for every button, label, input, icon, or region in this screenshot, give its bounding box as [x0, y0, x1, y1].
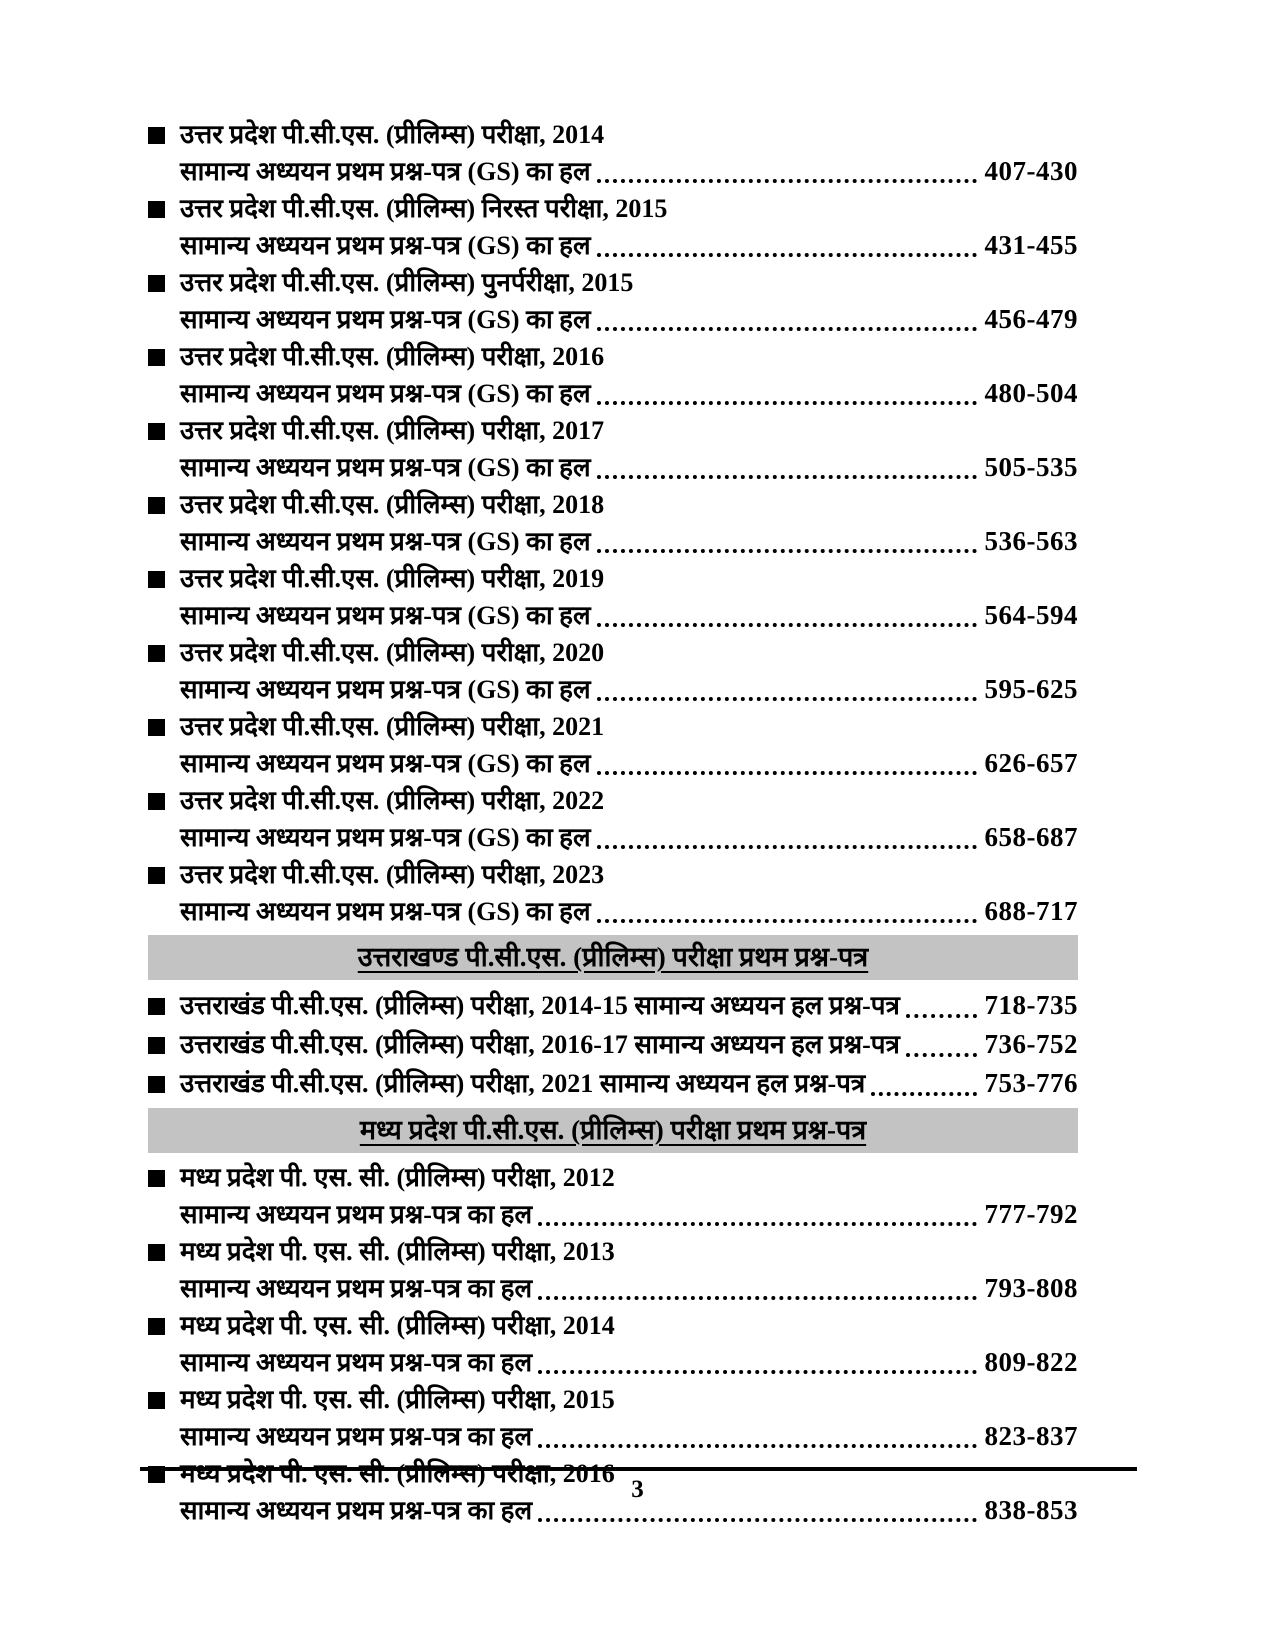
toc-entry-title-line [148, 190, 1078, 227]
toc-entry-subtitle: सामान्य अध्ययन प्रथम प्रश्न-पत्र का हल [180, 1496, 533, 1525]
toc-entry-title: उत्तराखंड पी.सी.एस. (प्रीलिम्स) परीक्षा, 2016-17 सामान्य अध्ययन हल प्रश्न-पत्र [180, 1030, 900, 1059]
toc-entry [148, 1381, 1078, 1455]
toc-entry-subtitle-line [148, 301, 1078, 338]
toc-entry-subtitle-line [148, 1196, 1078, 1233]
toc-entry-title: उत्तर प्रदेश पी.सी.एस. (प्रीलिम्स) परीक्षा, 2014 [180, 120, 605, 149]
toc-entry-title-line [148, 1025, 1078, 1064]
toc-entry-pages: 595-625 [984, 674, 1078, 704]
toc-entry-pages: 753-776 [984, 1068, 1078, 1098]
toc-entry-pages: 718-735 [984, 990, 1078, 1020]
toc-entry [148, 1025, 1078, 1064]
toc-entry [148, 486, 1078, 560]
square-bullet-icon [148, 719, 165, 736]
toc-entry [148, 1064, 1078, 1103]
toc-entry-subtitle: सामान्य अध्ययन प्रथम प्रश्न-पत्र (GS) का हल [180, 897, 591, 926]
toc-entry-subtitle: सामान्य अध्ययन प्रथम प्रश्न-पत्र (GS) का हल [180, 379, 591, 408]
toc-entry-title-line [148, 1233, 1078, 1270]
square-bullet-icon [148, 201, 165, 218]
toc-entry [148, 338, 1078, 412]
toc-entry-subtitle-line [148, 449, 1078, 486]
toc-entry-title: उत्तर प्रदेश पी.सी.एस. (प्रीलिम्स) परीक्षा, 2021 [180, 712, 605, 741]
toc-entry-title: उत्तराखंड पी.सी.एस. (प्रीलिम्स) परीक्षा, 2014-15 सामान्य अध्ययन हल प्रश्न-पत्र [180, 991, 900, 1020]
toc-entry-pages: 777-792 [984, 1199, 1078, 1229]
toc-entry-title-line [148, 264, 1078, 301]
square-bullet-icon [148, 1170, 165, 1187]
toc-entry [148, 1233, 1078, 1307]
toc-entry-title: मध्य प्रदेश पी. एस. सी. (प्रीलिम्स) परीक्षा, 2014 [180, 1311, 615, 1340]
square-bullet-icon [148, 127, 165, 144]
toc-entry-title: मध्य प्रदेश पी. एस. सी. (प्रीलिम्स) परीक्षा, 2012 [180, 1163, 615, 1192]
dot-leader [597, 845, 977, 849]
dot-leader [538, 1444, 976, 1448]
dot-leader [597, 401, 977, 405]
toc-entry [148, 708, 1078, 782]
toc-entry [148, 856, 1078, 930]
dot-leader [597, 327, 977, 331]
toc-entry-title: उत्तर प्रदेश पी.सी.एस. (प्रीलिम्स) परीक्षा, 2020 [180, 638, 605, 667]
square-bullet-icon [148, 349, 165, 366]
dot-leader [871, 1092, 976, 1096]
toc-entry-subtitle-line [148, 375, 1078, 412]
section-header-label: उत्तराखण्ड पी.सी.एस. (प्रीलिम्स) परीक्षा प्रथम प्रश्न-पत्र [357, 942, 869, 972]
square-bullet-icon [148, 497, 165, 514]
table-of-contents [148, 116, 1078, 1529]
toc-entry-title-line [148, 1159, 1078, 1196]
toc-entry-title: उत्तर प्रदेश पी.सी.एस. (प्रीलिम्स) परीक्षा, 2022 [180, 786, 605, 815]
toc-entry-subtitle: सामान्य अध्ययन प्रथम प्रश्न-पत्र का हल [180, 1274, 533, 1303]
toc-entry [148, 560, 1078, 634]
toc-entry-pages: 456-479 [984, 304, 1078, 334]
footer-divider [140, 1467, 1137, 1471]
dot-leader [597, 549, 977, 553]
square-bullet-icon [148, 1392, 165, 1409]
toc-entry-subtitle: सामान्य अध्ययन प्रथम प्रश्न-पत्र (GS) का हल [180, 305, 591, 334]
toc-entry-subtitle-line [148, 819, 1078, 856]
toc-entry-subtitle: सामान्य अध्ययन प्रथम प्रश्न-पत्र (GS) का हल [180, 231, 591, 260]
toc-entry-pages: 564-594 [984, 600, 1078, 630]
toc-entry-title: उत्तर प्रदेश पी.सी.एस. (प्रीलिम्स) परीक्षा, 2016 [180, 342, 605, 371]
dot-leader [597, 475, 977, 479]
toc-entry [148, 116, 1078, 190]
square-bullet-icon [148, 867, 165, 884]
section-header-label: मध्य प्रदेश पी.सी.एस. (प्रीलिम्स) परीक्षा प्रथम प्रश्न-पत्र [359, 1115, 867, 1145]
toc-entry-subtitle-line [148, 153, 1078, 190]
toc-entry-subtitle-line [148, 893, 1078, 930]
toc-entry-title-line [148, 708, 1078, 745]
toc-entry-pages: 688-717 [984, 896, 1078, 926]
toc-entry-title-line [148, 486, 1078, 523]
toc-entry-subtitle: सामान्य अध्ययन प्रथम प्रश्न-पत्र (GS) का हल [180, 601, 591, 630]
square-bullet-icon [148, 423, 165, 440]
dot-leader [538, 1518, 976, 1522]
square-bullet-icon [148, 793, 165, 810]
footer-page-number: 3 [631, 1476, 644, 1503]
toc-entry-subtitle-line [148, 523, 1078, 560]
toc-entry-pages: 736-752 [984, 1029, 1078, 1059]
dot-leader [538, 1296, 976, 1300]
toc-entry-subtitle: सामान्य अध्ययन प्रथम प्रश्न-पत्र (GS) का हल [180, 749, 591, 778]
dot-leader [906, 1014, 977, 1018]
toc-entry-subtitle-line [148, 745, 1078, 782]
toc-entry-title-line [148, 634, 1078, 671]
dot-leader [597, 253, 977, 257]
dot-leader [597, 623, 977, 627]
dot-leader [538, 1222, 976, 1226]
toc-entry-title-line [148, 338, 1078, 375]
toc-entry [148, 634, 1078, 708]
toc-entry-subtitle: सामान्य अध्ययन प्रथम प्रश्न-पत्र (GS) का हल [180, 157, 591, 186]
toc-entry-title-line [148, 856, 1078, 893]
toc-entry-title: मध्य प्रदेश पी. एस. सी. (प्रीलिम्स) परीक्षा, 2015 [180, 1385, 615, 1414]
dot-leader [597, 771, 977, 775]
toc-entry-subtitle: सामान्य अध्ययन प्रथम प्रश्न-पत्र (GS) का हल [180, 823, 591, 852]
section-header [148, 935, 1078, 980]
section-header [148, 1108, 1078, 1153]
square-bullet-icon [148, 1037, 165, 1054]
toc-entry-title: उत्तर प्रदेश पी.सी.एस. (प्रीलिम्स) परीक्षा, 2017 [180, 416, 605, 445]
toc-entry-pages: 480-504 [984, 378, 1078, 408]
toc-entry-title: उत्तर प्रदेश पी.सी.एस. (प्रीलिम्स) परीक्षा, 2023 [180, 860, 605, 889]
toc-entry-pages: 626-657 [984, 748, 1078, 778]
toc-entry-pages: 536-563 [984, 526, 1078, 556]
toc-entry-title-line [148, 116, 1078, 153]
toc-entry-subtitle-line [148, 597, 1078, 634]
toc-entry-title-line [148, 412, 1078, 449]
toc-entry-subtitle-line [148, 671, 1078, 708]
toc-entry-title: मध्य प्रदेश पी. एस. सी. (प्रीलिम्स) परीक्षा, 2016 [180, 1459, 615, 1488]
square-bullet-icon [148, 998, 165, 1015]
toc-entry-pages: 809-822 [984, 1347, 1078, 1377]
toc-entry-pages: 431-455 [984, 230, 1078, 260]
toc-entry-subtitle-line [148, 1418, 1078, 1455]
toc-entry-subtitle: सामान्य अध्ययन प्रथम प्रश्न-पत्र (GS) का हल [180, 453, 591, 482]
square-bullet-icon [148, 275, 165, 292]
toc-entry-title: उत्तराखंड पी.सी.एस. (प्रीलिम्स) परीक्षा, 2021 सामान्य अध्ययन हल प्रश्न-पत्र [180, 1069, 866, 1098]
toc-entry-pages: 793-808 [984, 1273, 1078, 1303]
toc-entry-pages: 407-430 [984, 156, 1078, 186]
toc-entry-subtitle-line [148, 1270, 1078, 1307]
toc-entry-pages: 838-853 [984, 1495, 1078, 1525]
toc-entry-title: उत्तर प्रदेश पी.सी.एस. (प्रीलिम्स) परीक्षा, 2018 [180, 490, 605, 519]
toc-entry [148, 190, 1078, 264]
toc-entry [148, 1159, 1078, 1233]
toc-entry-title: उत्तर प्रदेश पी.सी.एस. (प्रीलिम्स) निरस्त परीक्षा, 2015 [180, 194, 668, 223]
toc-entry-title: उत्तर प्रदेश पी.सी.एस. (प्रीलिम्स) परीक्षा, 2019 [180, 564, 605, 593]
dot-leader [597, 179, 977, 183]
toc-entry-subtitle: सामान्य अध्ययन प्रथम प्रश्न-पत्र (GS) का हल [180, 675, 591, 704]
toc-entry-subtitle: सामान्य अध्ययन प्रथम प्रश्न-पत्र का हल [180, 1422, 533, 1451]
toc-entry [148, 986, 1078, 1025]
square-bullet-icon [148, 1318, 165, 1335]
dot-leader [597, 697, 977, 701]
toc-entry-title: उत्तर प्रदेश पी.सी.एस. (प्रीलिम्स) पुनर्परीक्षा, 2015 [180, 268, 634, 297]
dot-leader [597, 919, 977, 923]
toc-entry-pages: 505-535 [984, 452, 1078, 482]
toc-entry-subtitle: सामान्य अध्ययन प्रथम प्रश्न-पत्र का हल [180, 1348, 533, 1377]
toc-entry-title-line [148, 1381, 1078, 1418]
square-bullet-icon [148, 1076, 165, 1093]
square-bullet-icon [148, 1244, 165, 1261]
square-bullet-icon [148, 571, 165, 588]
toc-entry-subtitle: सामान्य अध्ययन प्रथम प्रश्न-पत्र (GS) का हल [180, 527, 591, 556]
toc-entry-title-line [148, 782, 1078, 819]
toc-entry-subtitle: सामान्य अध्ययन प्रथम प्रश्न-पत्र का हल [180, 1200, 533, 1229]
toc-entry-title-line [148, 1307, 1078, 1344]
toc-entry-title-line [148, 560, 1078, 597]
toc-entry-subtitle-line [148, 227, 1078, 264]
toc-entry [148, 782, 1078, 856]
toc-entry-title-line [148, 986, 1078, 1025]
toc-entry-subtitle-line [148, 1344, 1078, 1381]
dot-leader [906, 1053, 977, 1057]
toc-entry [148, 264, 1078, 338]
toc-entry-pages: 823-837 [984, 1421, 1078, 1451]
toc-entry-title: मध्य प्रदेश पी. एस. सी. (प्रीलिम्स) परीक्षा, 2013 [180, 1237, 615, 1266]
toc-entry [148, 412, 1078, 486]
toc-entry-title-line [148, 1064, 1078, 1103]
dot-leader [538, 1370, 976, 1374]
toc-entry [148, 1307, 1078, 1381]
toc-entry-pages: 658-687 [984, 822, 1078, 852]
square-bullet-icon [148, 645, 165, 662]
